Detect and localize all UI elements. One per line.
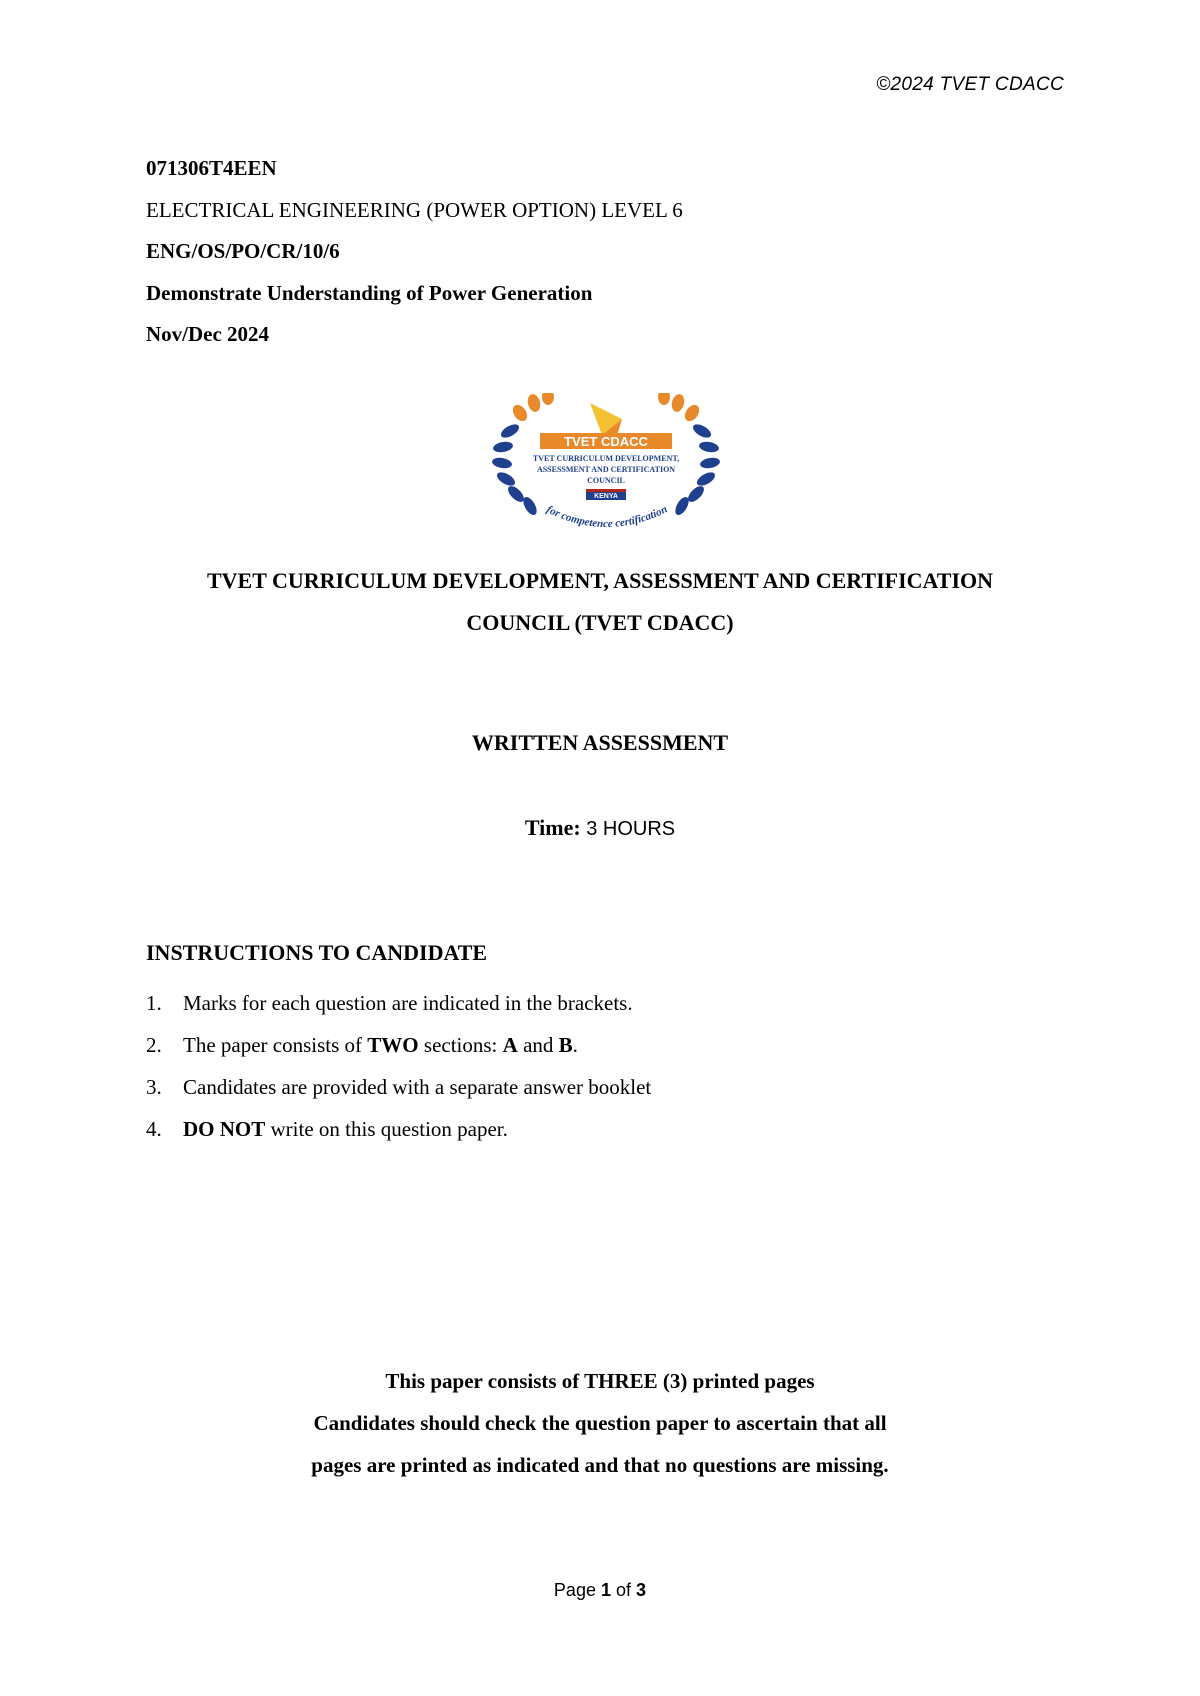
page-count-note	[0, 1360, 1200, 1486]
list-item-text: Candidates are provided with a separate answer booklet	[183, 1075, 652, 1099]
list-item-text: DO NOT write on this question paper.	[183, 1117, 508, 1141]
time-label: Time:	[524, 815, 581, 840]
list-item-number: 4.	[146, 1117, 162, 1141]
unit-code: ENG/OS/PO/CR/10/6	[146, 239, 340, 263]
instructions-title: INSTRUCTIONS TO CANDIDATE	[146, 940, 488, 965]
council-line-1: TVET CURRICULUM DEVELOPMENT, ASSESSMENT AND CERTIFICATION	[206, 568, 994, 593]
logo-text-line3: COUNCIL	[587, 476, 625, 485]
list-item-number: 1.	[146, 991, 162, 1015]
council-name	[0, 560, 1200, 644]
course-title: ELECTRICAL ENGINEERING (POWER OPTION) LEVEL 6	[146, 197, 683, 222]
logo-banner-text: TVET CDACC	[564, 434, 648, 449]
exam-session: Nov/Dec 2024	[146, 322, 270, 346]
list-item	[146, 982, 651, 1024]
logo-text-line1: TVET CURRICULUM DEVELOPMENT,	[532, 454, 680, 463]
list-item	[146, 1066, 651, 1108]
copyright-notice: ©2024 TVET CDACC	[876, 74, 1064, 95]
assessment-title: WRITTEN ASSESSMENT	[471, 730, 729, 755]
logo-text-line2: ASSESSMENT AND CERTIFICATION	[536, 465, 676, 474]
time-allowed	[0, 815, 1200, 841]
list-item	[146, 1108, 651, 1150]
list-item-number: 3.	[146, 1075, 162, 1099]
instructions-list	[146, 982, 651, 1150]
page-count-line-2: Candidates should check the question paper to ascertain that all	[313, 1411, 887, 1435]
logo-kenya-text: KENYA	[594, 493, 618, 500]
page-count-line-3: pages are printed as indicated and that no questions are missing.	[311, 1453, 889, 1477]
unit-title: Demonstrate Understanding of Power Generation	[146, 280, 593, 305]
list-item	[146, 1024, 651, 1066]
list-item-text: Marks for each question are indicated in the brackets.	[183, 991, 633, 1015]
page-count-line-1: This paper consists of THREE (3) printed pages	[385, 1369, 815, 1393]
page-number: Page 1 of 3	[553, 1580, 647, 1600]
logo-motto: for competence certification	[544, 503, 670, 531]
time-value: 3 HOURS	[586, 818, 676, 840]
paper-header	[146, 148, 683, 356]
list-item-text: The paper consists of TWO sections: A and B.	[183, 1033, 578, 1057]
list-item-number: 2.	[146, 1033, 162, 1057]
tvet-cdacc-logo	[490, 393, 722, 543]
council-line-2: COUNCIL (TVET CDACC)	[466, 610, 734, 635]
paper-code: 071306T4EEN	[146, 156, 277, 180]
